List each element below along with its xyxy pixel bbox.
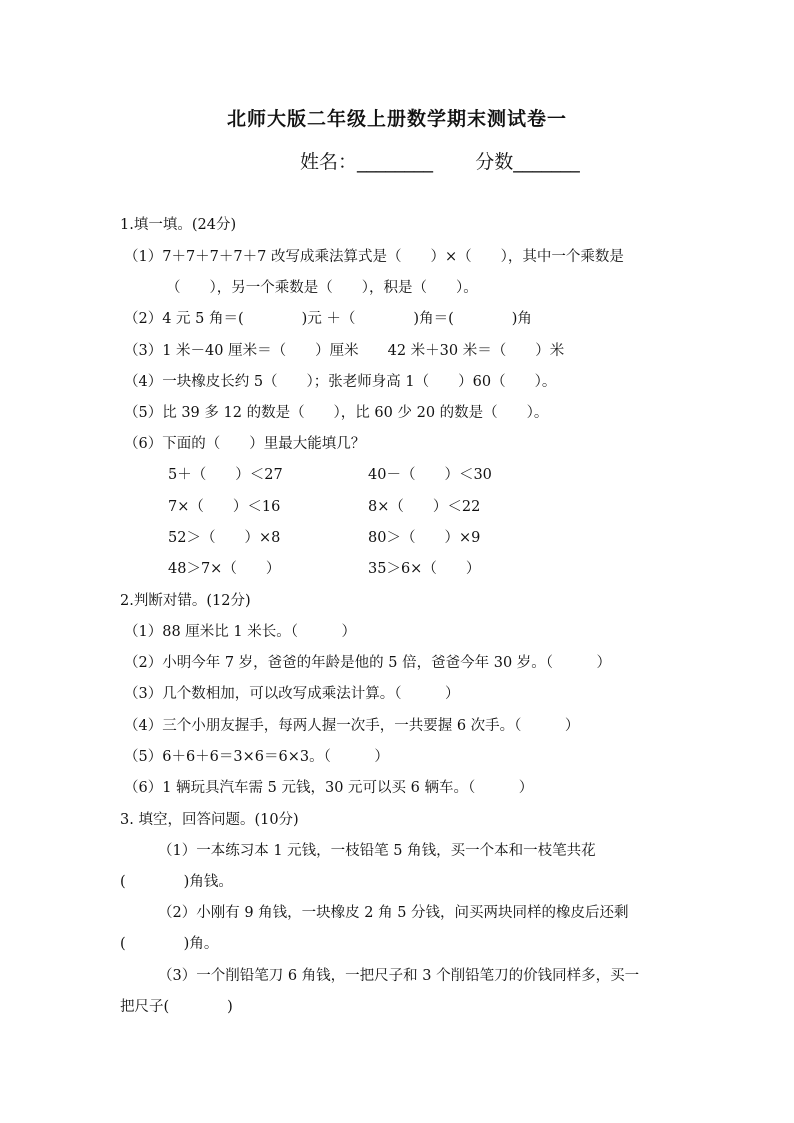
page-title: 北师大版二年级上册数学期末测试卷一 xyxy=(226,108,567,130)
section-1-heading: 1.填一填。(24分) xyxy=(120,217,237,233)
judge-item: （3）几个数相加，可以改写成乘法计算。（ ） xyxy=(124,686,460,702)
inequality-item: 52＞（ ）×8 xyxy=(168,530,281,546)
inequality-item: 7×（ ）＜16 xyxy=(168,499,281,515)
q1-1-line: （1）7＋7＋7＋7＋7 改写成乘法算式是（ ）×（ ），其中一个乘数是 xyxy=(124,249,624,265)
inequality-item: 5＋（ ）＜27 xyxy=(168,467,283,483)
inequality-item: 80＞（ ）×9 xyxy=(368,530,481,546)
inequality-item: 40－（ ）＜30 xyxy=(368,467,492,483)
judge-item: （1）88 厘米比 1 米长。（ ） xyxy=(124,624,356,640)
inequality-item: 35＞6×（ ） xyxy=(368,561,481,577)
judge-item: （5）6＋6＋6＝3×6＝6×3。（ ） xyxy=(124,749,389,765)
word-problem-3: （3）一个削铅笔刀 6 角钱，一把尺子和 3 个削铅笔刀的价钱同样多，买一 xyxy=(158,968,640,984)
word-problem-3-cont: 把尺子( ) xyxy=(120,999,233,1015)
score-field[interactable]: 分数_______ xyxy=(475,151,580,173)
q1-2-line: （2）4 元 5 角＝( )元 ＋（ )角＝( )角 xyxy=(124,311,532,327)
word-problem-2-cont: ( )角。 xyxy=(120,936,219,952)
q1-4-line: （4）一块橡皮长约 5（ ）；张老师身高 1（ ）60（ ）。 xyxy=(124,374,557,390)
q1-3-line: （3）1 米－40 厘米＝（ ）厘米 42 米＋30 米＝（ ）米 xyxy=(124,343,565,359)
name-score-line xyxy=(300,147,580,174)
section-3-heading: 3. 填空，回答问题。(10分) xyxy=(120,812,299,828)
section-2-heading: 2.判断对错。(12分) xyxy=(120,593,251,609)
inequality-item: 8×（ ）＜22 xyxy=(368,499,481,515)
judge-item: （2）小明今年 7 岁，爸爸的年龄是他的 5 倍，爸爸今年 30 岁。（ ） xyxy=(124,655,612,671)
name-field[interactable]: 姓名：________ xyxy=(300,151,434,173)
word-problem-2: （2）小刚有 9 角钱，一块橡皮 2 角 5 分钱，问买两块同样的橡皮后还剩 xyxy=(158,905,629,921)
word-problem-1-cont: ( )角钱。 xyxy=(120,874,233,890)
judge-item: （4）三个小朋友握手，每两人握一次手，一共要握 6 次手。（ ） xyxy=(124,718,580,734)
q1-1-line-cont: （ ），另一个乘数是（ ），积是（ ）。 xyxy=(166,280,478,296)
q1-6-line: （6）下面的（ ）里最大能填几？ xyxy=(124,436,366,452)
judge-item: （6）1 辆玩具汽车需 5 元钱，30 元可以买 6 辆车。（ ） xyxy=(124,780,534,796)
inequality-item: 48＞7×（ ） xyxy=(168,561,281,577)
q1-5-line: （5）比 39 多 12 的数是（ ），比 60 少 20 的数是（ ）。 xyxy=(124,405,549,421)
word-problem-1: （1）一本练习本 1 元钱，一枝铅笔 5 角钱，买一个本和一枝笔共花 xyxy=(158,843,596,859)
